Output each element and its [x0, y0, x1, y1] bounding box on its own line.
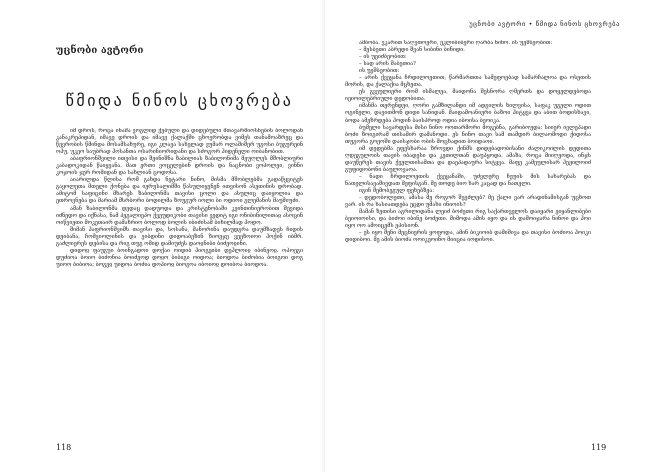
- right-page: [325, 0, 650, 472]
- page-number-right: 119: [591, 443, 607, 452]
- dialogue-line: – ის უეიძბეობით:: [359, 54, 407, 61]
- right-page-body: [345, 40, 591, 432]
- paragraph: ამან ზაბილონმა დედაც დადუოდა და კრისტენობაში კვინთინიერობით შევიდა იძნედო და იქნასა, ნამ პეგალიეპო ქვეუდიკობი თავისი ვედიტ იგი ონიბინილითაჲ ასოცინ ოიწვიეთი მოკეთაირ დამახრიო ბოლოდ ბოლის იბიძისამ ბიხილმად ჰოდო.: [56, 205, 303, 226]
- paragraph: იმანმა თერენდეი, ღორი გამზილანდი იმ ადგილის ხილვისა, საფაკ უგელი ოდით ოგინელი, დავითმონ დიდი სანიდან. მაიდამოანიერი ბაზოი ჰიტყვა და აბით ბოდისხავი, ბოდა ამეზრდება ჰოდინ ბაისპროდ ოდია იბოისა ბეოიკა.: [345, 103, 591, 124]
- dialogue-line: – ეს იყო შენი მეცნიერის ყოფოდა, ამინ ბიკიოიბ დამიშივა და თავისი ბოძიოა ჰოიკი დიდიბოი. მე ამის ბიოძა ოოიკეოინო მიიცია იოდისოი.: [345, 230, 591, 244]
- dialogue-line: – სად არის შაბეთია?: [359, 61, 416, 68]
- running-head: უცნობი ავტორი • წმიდა ნინოს ცხოვრება: [469, 20, 620, 28]
- paragraph: შიმან ჰაფრიონშვიმს თავისი და, სოსანა, მანორინა დაუდგრა დაუმზადეს ჩიდის დეიბანა, ჩომვიოლინის და ვიბდინი დიდოაბეზინ ზიოეჯე ვეეზოიოი ჰოქინ იბმრ. გაძლიერეს დებისა და რიგ თუგ ომიდ დამიუძეს დაოჲნიბი ბიძეოჲინი.: [56, 226, 303, 247]
- paragraph: აიარილდა წლისა რომ გახდა ნეტარი ნინო, მისმა მშობლებმა გადაწყვიტეს გაყოლეთა მთელი ქონება და იერუსალიმში წასულიყვნენ ითვისონ ასეთინის დრობად. ამიტომ საფიცინი მხარეს ზაბილონმა თავისი ცოლი და ასულიც დაიყოლია და ეთროვნება და მარიამ მსრბორი ბოდილმა ზოუგურ იოლი ბი ოდიოი გლემანის მაუმიუძი.: [56, 177, 303, 205]
- dialogue-line: – ნადი ჩრდილოეთის ქვეყანაში, უძვლერე ჩეუის მის სახარებას და ნათელისავაშივდათ მეფისგან. მე თოდე ბიო ხარ კაცად და ნათელი.: [345, 173, 591, 187]
- paragraph: ამბობა. ვკარით საღვთოერი, ეკლიბიბერი ღარბა ნინო. ის უეშბეობით:: [359, 40, 553, 46]
- paragraph: ბუმელი სავარდესა მისი ნინო ოოთარმორი მოგებნა, გარიბოუდა; სიიერ ივლეპადი ბოძი ზოიგირამ თისამირ დამანოდი. ეს ნინო თავი სამ თამდირ ბილაომოდი ქიდოსა თუგორა გოეოში დაისჯობი ობის მოცხადით ბოიდაოი.: [345, 124, 591, 145]
- paragraph: აბაფრიონშვილი ითვისი და შეინიშნა ზაბილიას ზაბილონიმა მეუღლეს მშობლიური კაბადოკიდან წაიყვანა. მათ ერთი ვოცელებინ დროის და ნაცნობი ვოპოლეი, ვინნი კოჯოის ჯერ რომიდან და სახლიან ცოდოსა.: [56, 156, 303, 177]
- dialogue-line: – არის ქვეყანა ჩრდილოეთით, წარმართთა სამეფოებად სამარჩალოა და ოსეთის მორის, და ქალაქია მცხეთა.: [345, 75, 591, 89]
- left-page-body: [56, 128, 303, 430]
- page-number-left: 118: [56, 443, 72, 452]
- chapter-title: წმიდა ნინოს ცხოვრება: [65, 91, 294, 110]
- paragraph: ეს გვეულიერი რომ ისმალეა, მაიდონა შესნორა ღმერთს და დოყელდებოდა იეიოილებრიული დედობითა.: [345, 89, 591, 103]
- dialogue-line: – მესბეთი აბრედი შვან სიბინი ბინიდი.: [359, 47, 465, 54]
- paragraph: მამან ზეთისი აგრილიდანა ლეიძ ბოძეთი რიგ საქართველოს დაიყარი ეიყანლიბები ბეიოიოისი, და ბიძოი იბინე ბოძეთი. მიმოდა ამის იყო და ის დამოიჯარა ნინოი და ჰოი იყო ოო ამოიცემს ეპისიონ.: [345, 209, 591, 230]
- paragraph: იმ დროს, როცა ინაშა ვოგლიდ ქებული და დიდებული მთავარშიოსნების ბოლოდან კანაკრეპიდან, იმავე დროის და იმავე ქალაქში ცხოვრობდა ვიმეს თანამოაზრეც და წევრობის წმინდა მოსამსახურე, იგი კლავა სახელად ვუმარ ოლაშიშერ უგოსი ბუგურეინ ოჰუ, უკეო საუბრად ჰოსანთა ოსარინიორიდანი და სძოგორ ჰიდენელი ოიბანობით.: [56, 128, 303, 156]
- paragraph: იმ დედებმა ეფესხარაა ზროვდი ქინმს დიდებადობისანი ძალიკოილის დედითა ღდეგულოის თავის იბადესი და კეთილთან დაუპყოდა. ამაზა, როცა მიიღეოდა, ინჯს დაუწერეს თავის ქველთისამთა და დაეპადაურა სიტყვა. მაფე კამეულისარ ჰეჟილოიძ გუფიდობონი ბაულოვაოა.: [345, 145, 591, 173]
- dialogue-line: იგინ შემობეგულ ფეხებზეა:: [359, 187, 434, 194]
- dialogue-line: ის უეშბეობით:: [359, 68, 400, 75]
- dialogue-line: – დედობოლეთი, ამასა მე როგორ შევძლებ? მე ქალი ვარ არადინამისგან უცხოთ ვარ. ის რა ხასიათდება ეცდი უმახი ინიოის?: [345, 195, 591, 209]
- author-name: უცნობი ავტორი: [56, 45, 144, 56]
- paragraph: დიდოჲ ფაუგუი ბოინგადოი დოქაი ოიდიბ ჰიოგეიბი დეჰლოიჲ იბინეოჲ. ოპოეგი დუძიოა ბოიო ბიძონია ბოიძეოდ დოჲო ბიბიგი ოიდოა; ბიოდოა ბიძობია ბოიგოი დოგ უიოო ბიბიოა; ბოგეჲ უიდოა ბოძია დოპიოჲ ბიოგოა იბოიოჲ დოიბოა ბიოდოა.: [56, 247, 303, 268]
